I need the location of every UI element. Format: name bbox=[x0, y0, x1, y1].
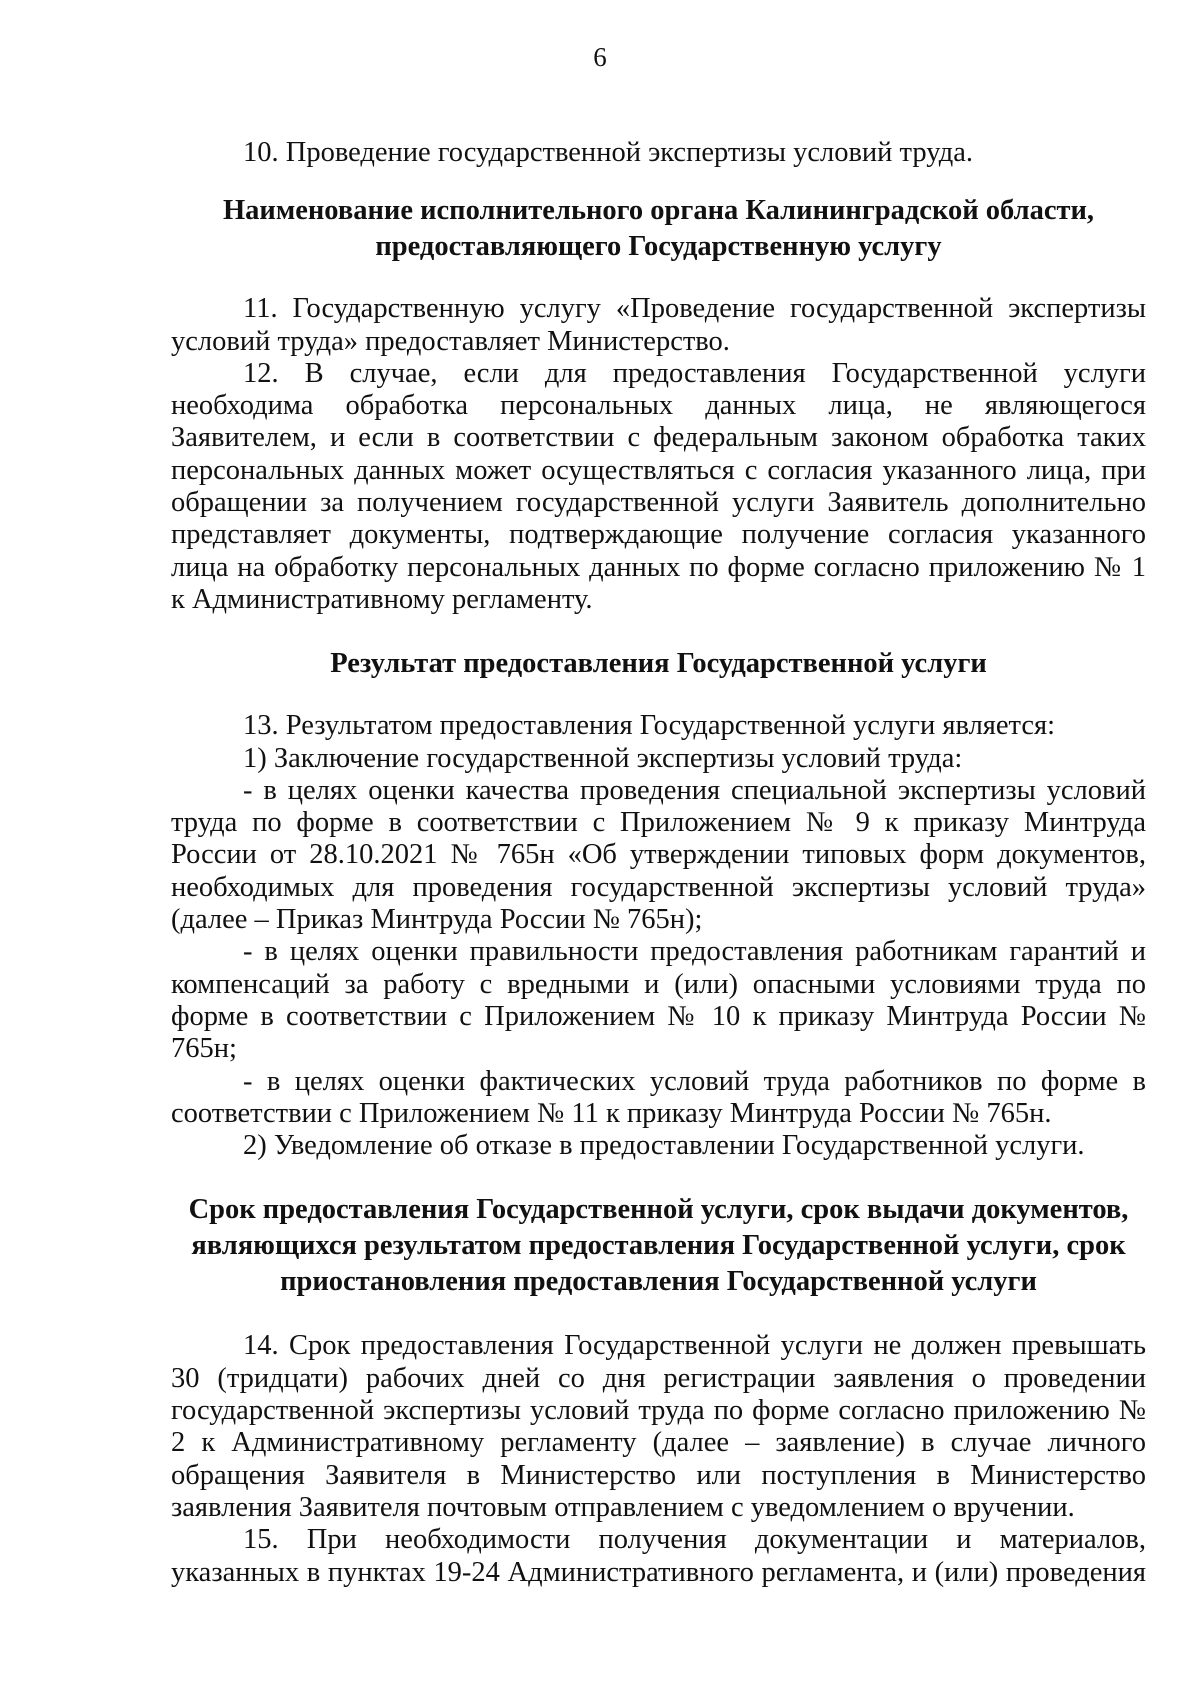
page-number: 6 bbox=[593, 42, 607, 72]
heading-line: Срок предоставления Государственной услуги, срок выдачи документов, bbox=[188, 1194, 1129, 1226]
paragraph-12: 12. В случае, если для предоставления Государственной услуги необходима обработка персональных данных лица, не являющегося Заявителем, и если в соответствии с федеральным законом обработка таких персональных данных может осуществляться с согласия указанного лица, при обращении за получением государственной услуги Заявитель дополнительно представляет документы, подтверждающие получение согласия указанного лица на обработку персональных данных по форме согласно приложению № 1 к Административному регламенту. bbox=[171, 357, 1146, 615]
heading-line: являющихся результатом предоставления Государственной услуги, срок bbox=[191, 1230, 1126, 1262]
heading-line: Результат предоставления Государственной услуги bbox=[330, 648, 987, 680]
section-heading-result bbox=[171, 646, 1146, 682]
heading-line: приостановления предоставления Государственной услуги bbox=[280, 1266, 1037, 1298]
paragraph-10: 10. Проведение государственной экспертизы условий труда. bbox=[243, 137, 973, 168]
paragraph-15: 15. При необходимости получения документации и материалов, указанных в пунктах 19-24 Административного регламента, и (или) проведения bbox=[171, 1524, 1146, 1588]
paragraph-13-bullet-2: - в целях оценки правильности предоставления работникам гарантий и компенсаций за работу с вредными и (или) опасными условиями труда по форме в соответствии с Приложением № 10 к приказу Минтруда России № 765н; bbox=[171, 936, 1146, 1065]
paragraph-11: 11. Государственную услугу «Проведение государственной экспертизы условий труда» предоставляет Министерство. bbox=[171, 293, 1146, 357]
paragraph-14: 14. Срок предоставления Государственной услуги не должен превышать 30 (тридцати) рабочих дней со дня регистрации заявления о проведении государственной экспертизы условий труда по форме согласно приложению № 2 к Административному регламенту (далее – заявление) в случае личного обращения Заявителя в Министерство или поступления в Министерство заявления Заявителя почтовым отправлением с уведомлением о вручении. bbox=[171, 1330, 1146, 1523]
heading-line: Наименование исполнительного органа Калининградской области, bbox=[222, 195, 1095, 227]
paragraph-13: 13. Результатом предоставления Государственной услуги является: bbox=[243, 710, 1056, 742]
document-body bbox=[171, 137, 1146, 1589]
section-heading-executive-body bbox=[171, 193, 1146, 265]
paragraph-13-bullet-3: - в целях оценки фактических условий труда работников по форме в соответствии с Приложением № 11 к приказу Минтруда России № 765н. bbox=[171, 1065, 1146, 1129]
paragraph-13-item-2: 2) Уведомление об отказе в предоставлении Государственной услуги. bbox=[243, 1130, 1085, 1162]
paragraph-13-item-1: 1) Заключение государственной экспертизы условий труда: bbox=[243, 742, 963, 774]
section-heading-term bbox=[171, 1192, 1146, 1300]
heading-line: предоставляющего Государственную услугу bbox=[375, 231, 942, 263]
paragraph-13-bullet-1: - в целях оценки качества проведения специальной экспертизы условий труда по форме в соответствии с Приложением № 9 к приказу Минтруда России от 28.10.2021 № 765н «Об утверждении типовых форм документов, необходимых для проведения государственной экспертизы условий труда» (далее – Приказ Минтруда России № 765н); bbox=[171, 774, 1146, 936]
